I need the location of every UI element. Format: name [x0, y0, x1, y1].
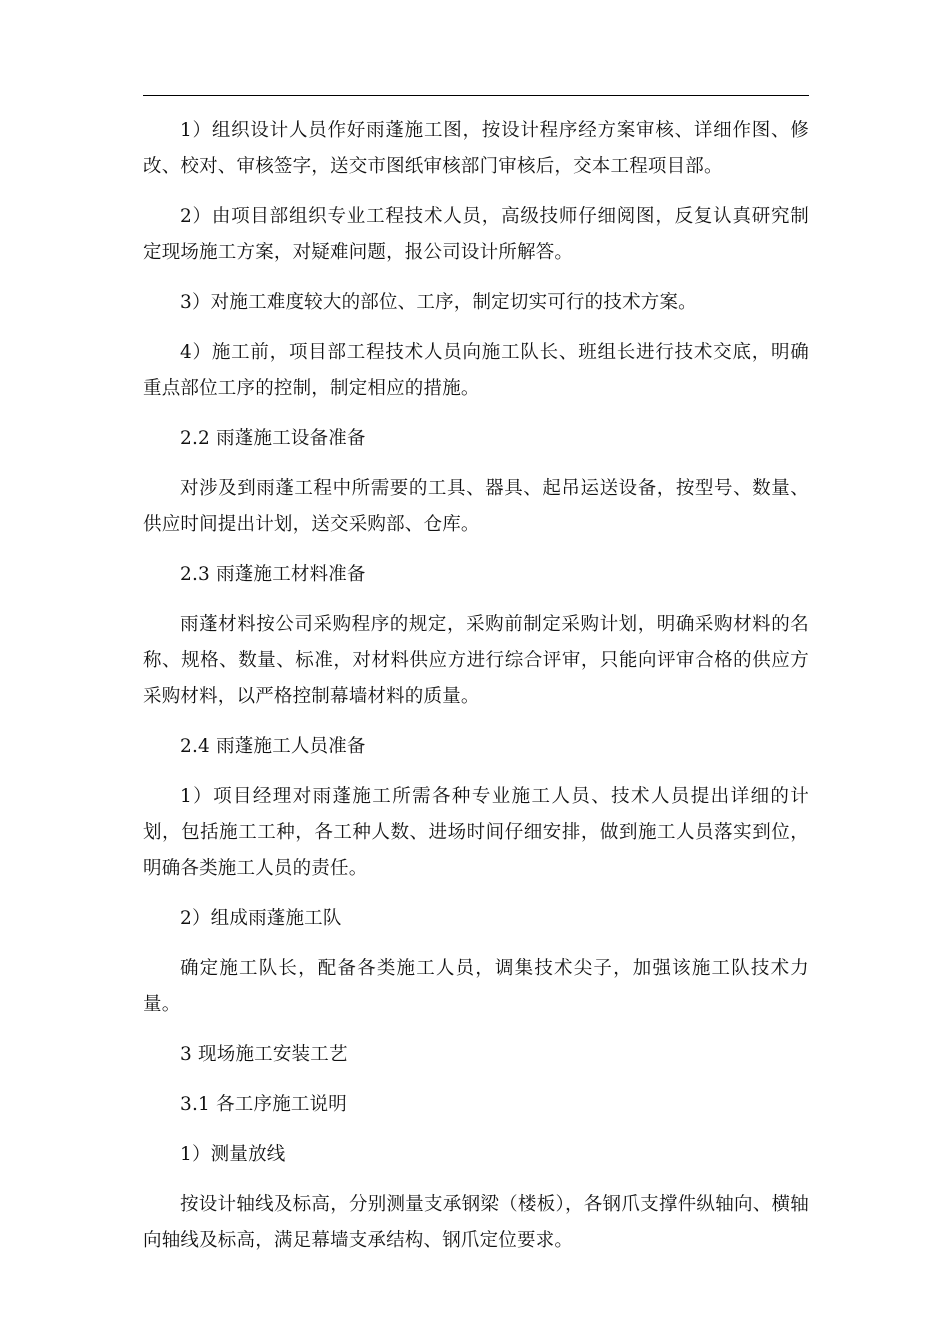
paragraph-5: 对涉及到雨蓬工程中所需要的工具、器具、起吊运送设备，按型号、数量、供应时间提出计划，送交采购部、仓库。 — [143, 478, 809, 535]
paragraph-1: 1）组织设计人员作好雨蓬施工图，按设计程序经方案审核、详细作图、修改、校对、审核签字，送交市图纸审核部门审核后，交本工程项目部。 — [143, 120, 809, 177]
paragraph-10: 1）测量放线 — [180, 1144, 286, 1165]
paragraph-7: 1）项目经理对雨蓬施工所需各种专业施工人员、技术人员提出详细的计划，包括施工工种，各工种人数、进场时间仔细安排，做到施工人员落实到位，明确各类施工人员的责任。 — [143, 786, 809, 879]
paragraph-11: 按设计轴线及标高，分别测量支承钢梁（楼板），各钢爪支撑件纵轴向、横轴向轴线及标高，满足幕墙支承结构、钢爪定位要求。 — [143, 1194, 809, 1251]
paragraph-4: 4）施工前，项目部工程技术人员向施工队长、班组长进行技术交底，明确重点部位工序的控制，制定相应的措施。 — [143, 342, 809, 399]
section-heading-2-2: 2.2 雨蓬施工设备准备 — [180, 428, 366, 449]
paragraph-8: 2）组成雨蓬施工队 — [180, 908, 342, 929]
paragraph-2: 2）由项目部组织专业工程技术人员，高级技师仔细阅图，反复认真研究制定现场施工方案，对疑难问题，报公司设计所解答。 — [143, 206, 809, 263]
document-body — [143, 113, 809, 1273]
section-heading-3-1: 3.1 各工序施工说明 — [180, 1094, 348, 1115]
section-heading-2-4: 2.4 雨蓬施工人员准备 — [180, 736, 366, 757]
paragraph-9: 确定施工队长，配备各类施工人员，调集技术尖子，加强该施工队技术力量。 — [143, 958, 809, 1015]
header-rule — [143, 95, 809, 96]
section-heading-2-3: 2.3 雨蓬施工材料准备 — [180, 564, 366, 585]
paragraph-6: 雨蓬材料按公司采购程序的规定，采购前制定采购计划，明确采购材料的名称、规格、数量、标准，对材料供应方进行综合评审，只能向评审合格的供应方采购材料，以严格控制幕墙材料的质量。 — [143, 614, 809, 707]
section-heading-3: 3 现场施工安装工艺 — [180, 1044, 348, 1065]
paragraph-3: 3）对施工难度较大的部位、工序，制定切实可行的技术方案。 — [180, 292, 697, 313]
